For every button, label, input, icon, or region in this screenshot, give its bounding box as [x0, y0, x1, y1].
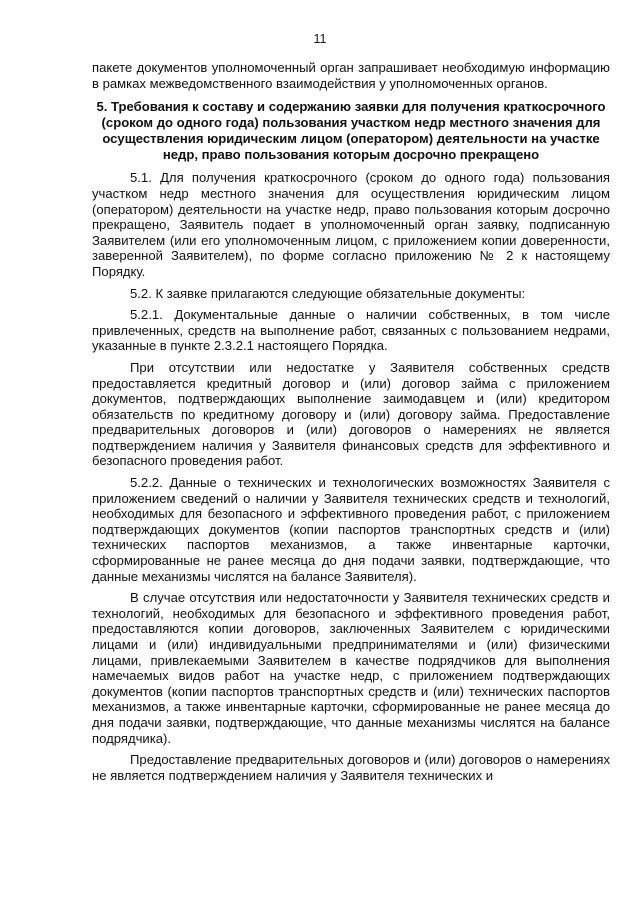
paragraph-5-1: 5.1. Для получения краткосрочного (сроком до одного года) пользования участком недр местного значения для осуществления юридическим лицом (оператором) деятельности на участке недр, право пользования которым досрочно прекращено, Заявитель подает в уполномоченный орган заявку, подписанную Заявителем (или его уполномоченным лицом, с приложением копии доверенности, заверенной Заявителем), по форме согласно приложению № 2 к настоящему Порядку. [92, 170, 610, 279]
paragraph-5-2-1: 5.2.1. Документальные данные о наличии собственных, в том числе привлеченных, средств на выполнение работ, связанных с пользованием недрами, указанные в пункте 2.3.2.1 настоящего Порядка. [92, 307, 610, 354]
paragraph-preliminary: Предоставление предварительных договоров и (или) договоров о намерениях не является подтверждением наличия у Заявителя технических и [92, 752, 610, 783]
section-heading: 5. Требования к составу и содержанию заявки для получения краткосрочного (сроком до одного года) пользования участком недр местного значения для осуществления юридическим лицом (оператором) деятельности на участке недр, право пользования которым досрочно прекращено [96, 99, 606, 162]
page-number: 11 [313, 32, 327, 46]
paragraph-5-2: 5.2. К заявке прилагаются следующие обязательные документы: [130, 285, 526, 301]
document-body [92, 60, 610, 789]
paragraph-continuation: пакете документов уполномоченный орган запрашивает необходимую информацию в рамках межведомственного взаимодействия у уполномоченных органов. [92, 60, 610, 91]
paragraph-funds: При отсутствии или недостатке у Заявителя собственных средств предоставляется кредитный договор и (или) договор займа с приложением документов, подтверждающих выполнение заимодавцем и (или) кредитором обязательств по кредитному договору и (или) договору займа. Предоставление предварительных договоров и (или) договоров о намерениях не является подтверждением наличия у Заявителя финансовых средств для эффективного и безопасного проведения работ. [92, 359, 610, 469]
paragraph-5-2-2: 5.2.2. Данные о технических и технологических возможностях Заявителя с приложением сведений о наличии у Заявителя технических средств и технологий, необходимых для безопасного и эффективного проведения работ, с приложением подтверждающих документов (копии паспортов транспортных средств и (или) технических паспортов механизмов, а также инвентарные карточки, сформированные не ранее месяца до дня подачи заявки, подтверждающие, что данные механизмы числятся на балансе Заявителя). [92, 475, 610, 584]
paragraph-contractors: В случае отсутствия или недостаточности у Заявителя технических средств и технологий, необходимых для безопасного и эффективного проведения работ, предоставляются копии договоров, заключенных Заявителем с юридическими лицами и (или) индивидуальными предпринимателями и (или) физическими лицами, привлекаемыми Заявителем в качестве подрядчиков для выполнения намечаемых видов работ на участке недр, с приложением подтверждающих документов (копии паспортов транспортных средств и (или) технических паспортов механизмов, а также инвентарные карточки, сформированные не ранее месяца до дня подачи заявки, подтверждающие, что данные механизмы числятся на балансе подрядчика). [92, 590, 610, 746]
